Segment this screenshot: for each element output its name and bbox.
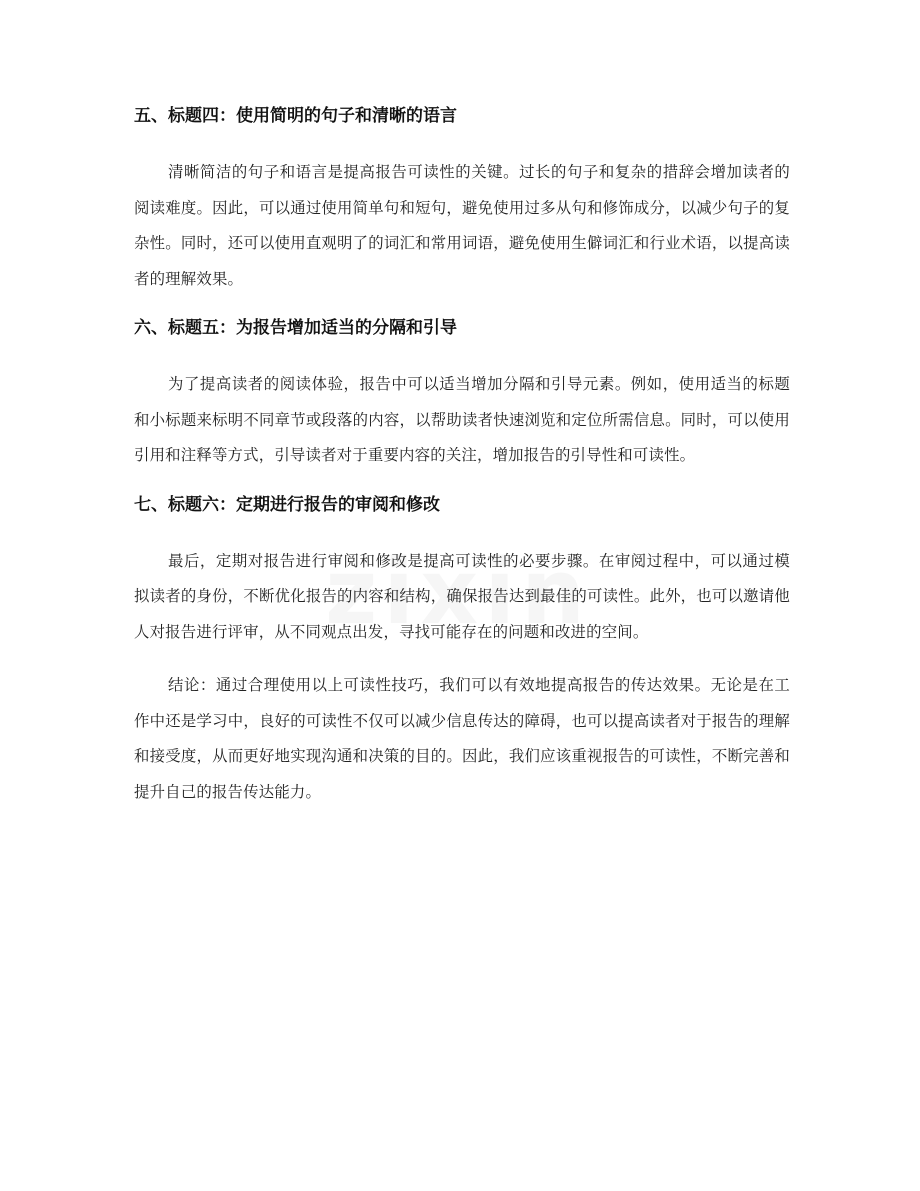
document-page (134, 103, 790, 828)
section-heading: 五、标题四：使用简明的句子和清晰的语言 (134, 106, 457, 126)
section-4 (134, 103, 790, 297)
section-paragraph: 清晰简洁的句子和语言是提高报告可读性的关键。过长的句子和复杂的措辞会增加读者的阅读难度。因此，可以通过使用简单句和短句，避免使用过多从句和修饰成分，以减少句子的复杂性。同时，还可以使用直观明了的词汇和常用词语，避免使用生僻词汇和行业术语，以提高读者的理解效果。 (134, 163, 790, 288)
conclusion-paragraph: 结论：通过合理使用以上可读性技巧，我们可以有效地提高报告的传达效果。无论是在工作中还是学习中，良好的可读性不仅可以减少信息传达的障碍，也可以提高读者对于报告的理解和接受度，从而更好地实现沟通和决策的目的。因此，我们应该重视报告的可读性，不断完善和提升自己的报告传达能力。 (134, 676, 790, 801)
section-heading: 七、标题六：定期进行报告的审阅和修改 (134, 494, 440, 515)
section-paragraph: 为了提高读者的阅读体验，报告中可以适当增加分隔和引导元素。例如，使用适当的标题和小标题来标明不同章节或段落的内容，以帮助读者快速浏览和定位所需信息。同时，可以使用引用和注释等方式，引导读者对于重要内容的关注，增加报告的引导性和可读性。 (134, 375, 790, 464)
section-5 (134, 315, 790, 474)
section-paragraph: 最后，定期对报告进行审阅和修改是提高可读性的必要步骤。在审阅过程中，可以通过模拟读者的身份，不断优化报告的内容和结构，确保报告达到最佳的可读性。此外，也可以邀请他人对报告进行评审，从不同观点出发，寻找可能存在的问题和改进的空间。 (134, 551, 790, 641)
section-heading: 六、标题五：为报告增加适当的分隔和引导 (134, 318, 457, 338)
section-6 (134, 492, 790, 651)
